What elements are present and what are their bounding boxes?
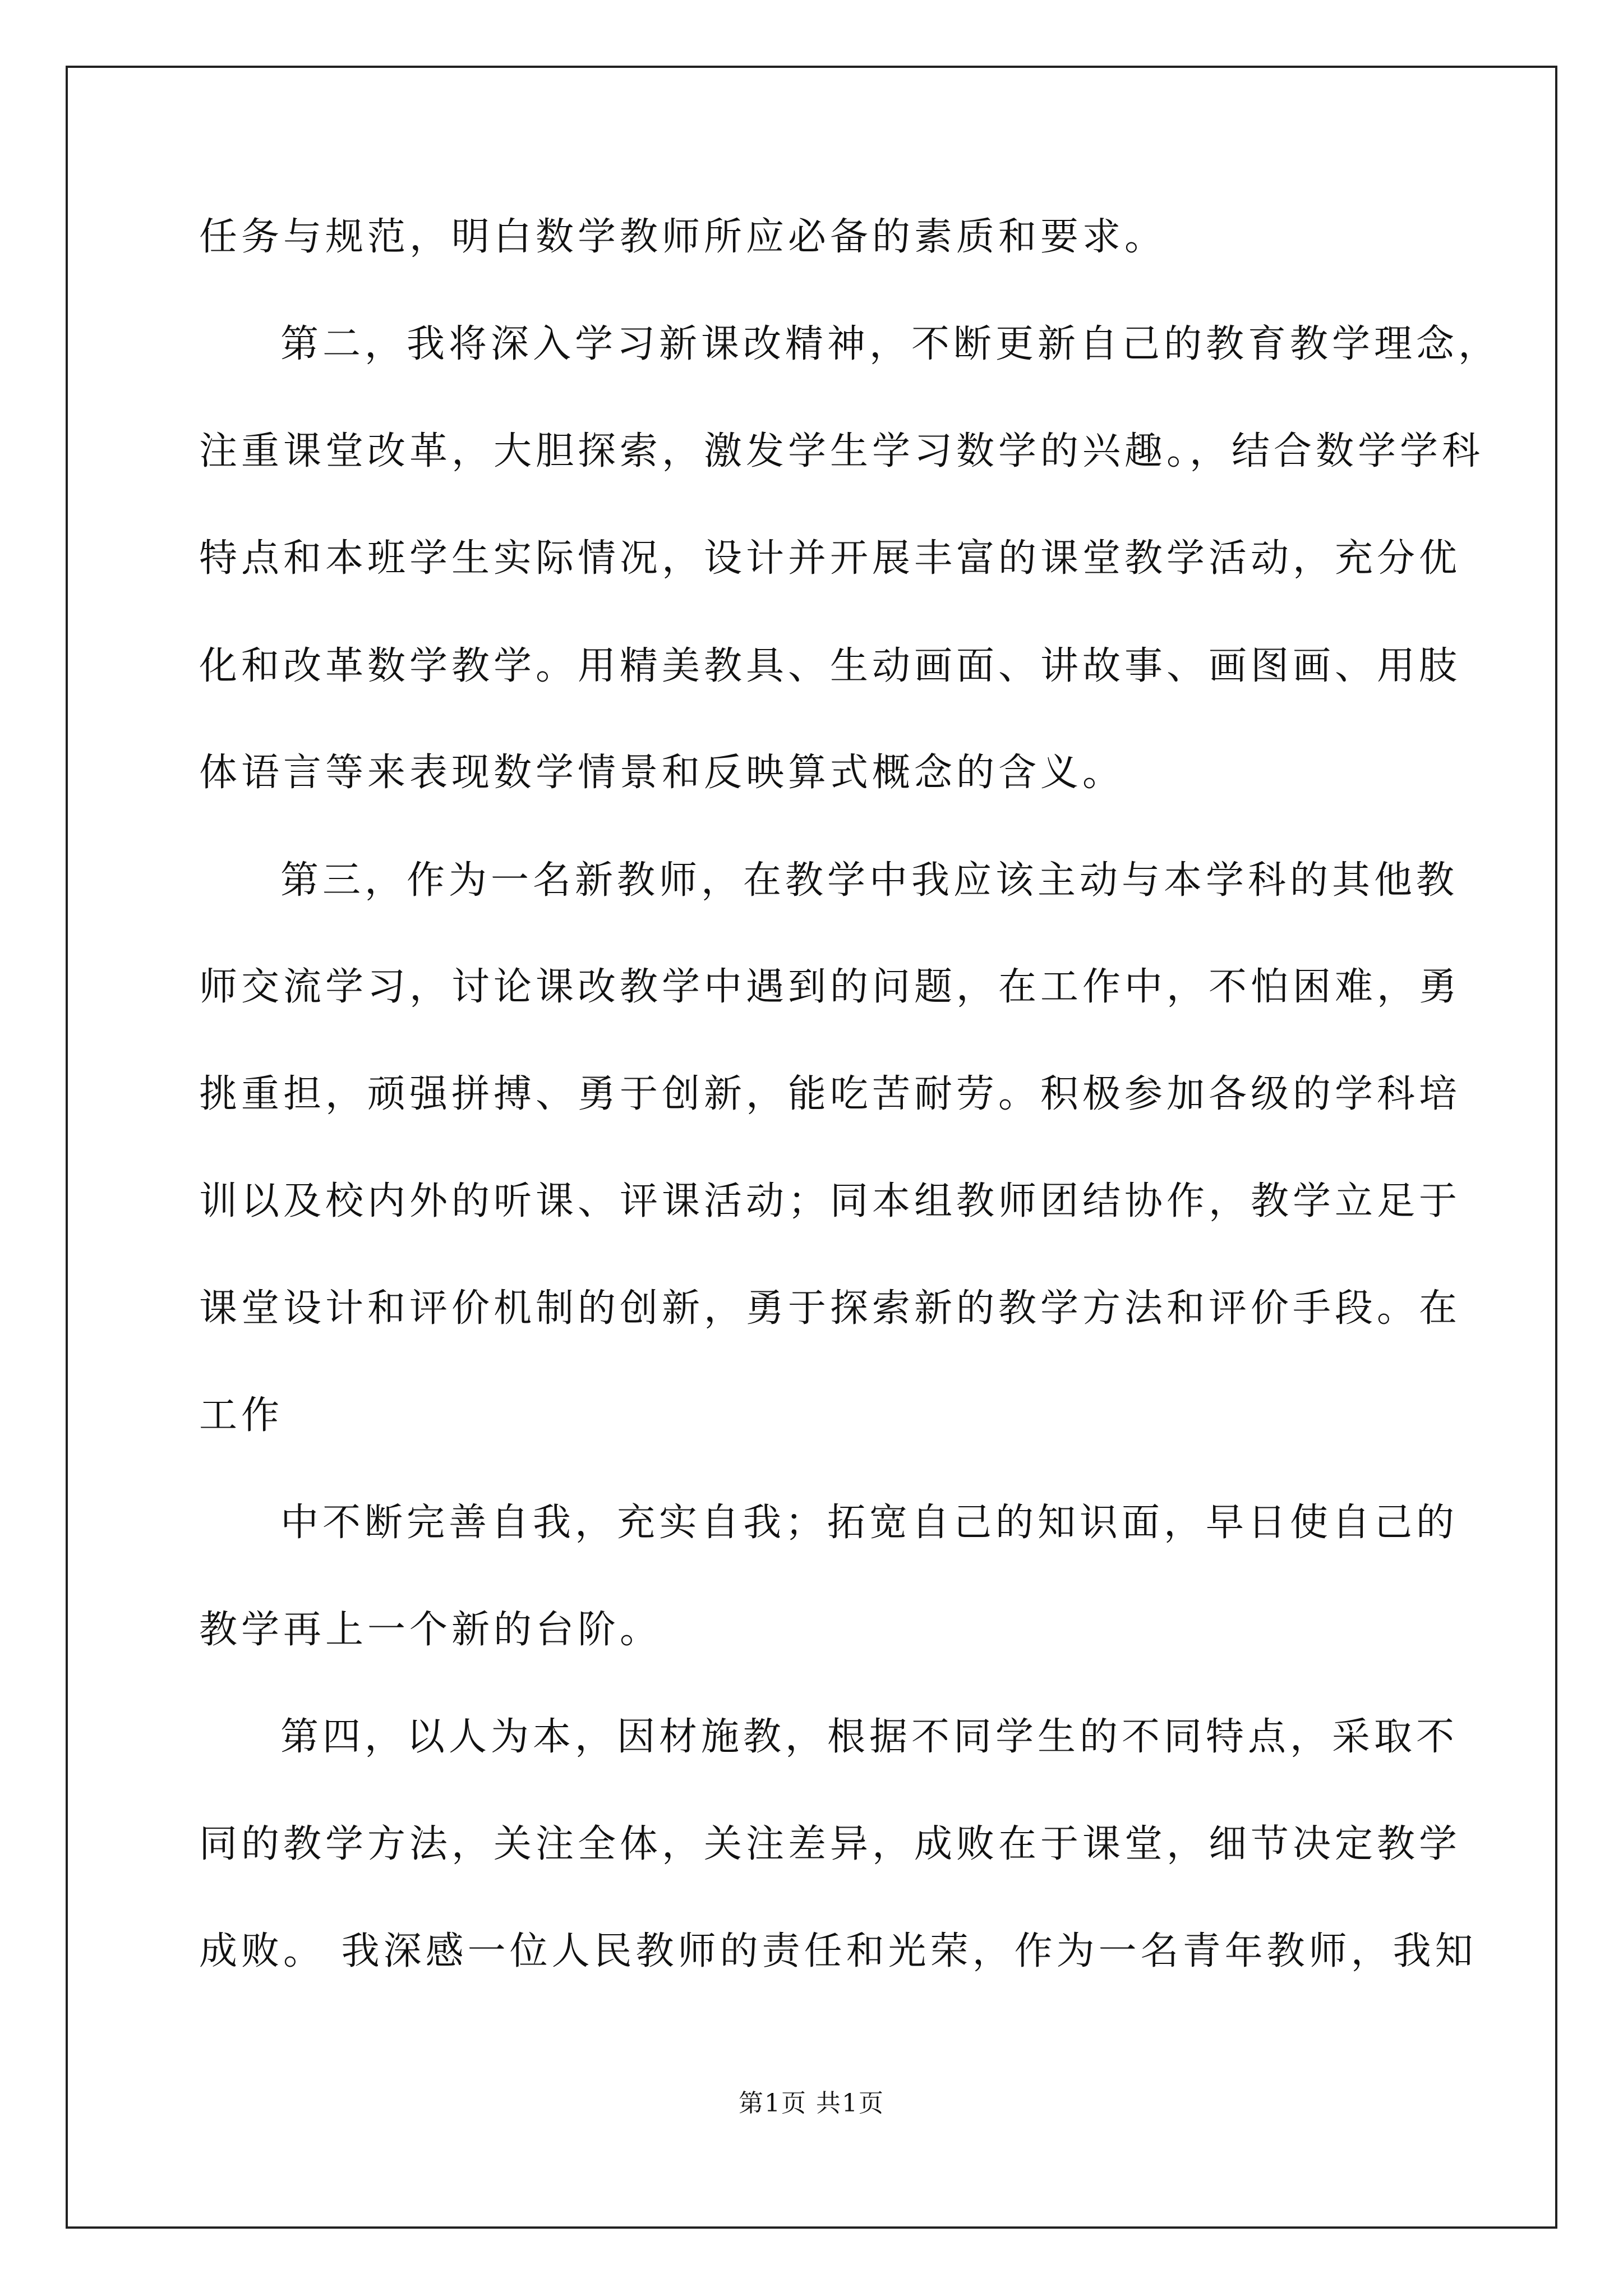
text-line: 注重课堂改革，大胆探索，激发学生学习数学的兴趣。，结合数学学科 (199, 429, 1484, 473)
text-line: 体语言等来表现数学情景和反映算式概念的含义。 (199, 751, 1125, 795)
paragraph-start-line: 第四，以人为本，因材施教，根据不同学生的不同特点，采取不 (280, 1715, 1459, 1759)
page-border (66, 66, 1557, 2229)
text-line: 挑重担，顽强拼搏、勇于创新，能吃苦耐劳。积极参加各级的学科培 (199, 1072, 1461, 1116)
paragraph-start-line: 第二，我将深入学习新课改精神，不断更新自己的教育教学理念， (280, 322, 1501, 366)
paragraph-start-line: 第三，作为一名新教师，在教学中我应该主动与本学科的其他教 (280, 858, 1459, 903)
text-line: 教学再上一个新的台阶。 (199, 1608, 662, 1652)
text-line: 同的教学方法，关注全体，关注差异，成败在于课堂，细节决定教学 (199, 1822, 1461, 1866)
text-line: 课堂设计和评价机制的创新，勇于探索新的教学方法和评价手段。在 (199, 1286, 1461, 1331)
text-line: 成败。 我深感一位人民教师的责任和光荣，作为一名青年教师，我知 (199, 1929, 1477, 1973)
text-line: 训以及校内外的听课、评课活动；同本组教师团结协作，教学立足于 (199, 1179, 1461, 1223)
text-line: 特点和本班学生实际情况，设计并开展丰富的课堂教学活动，充分优 (199, 536, 1461, 581)
text-line: 化和改革数学教学。用精美教具、生动画面、讲故事、画图画、用肢 (199, 644, 1461, 688)
page-footer: 第1页 共1页 (739, 2089, 884, 2118)
paragraph-start-line: 中不断完善自我，充实自我；拓宽自己的知识面，早日使自己的 (280, 1501, 1459, 1545)
text-line: 师交流学习，讨论课改教学中遇到的问题，在工作中，不怕困难，勇 (199, 965, 1461, 1009)
text-line: 工作 (199, 1393, 284, 1438)
text-line: 任务与规范，明白数学教师所应必备的素质和要求。 (199, 215, 1167, 259)
